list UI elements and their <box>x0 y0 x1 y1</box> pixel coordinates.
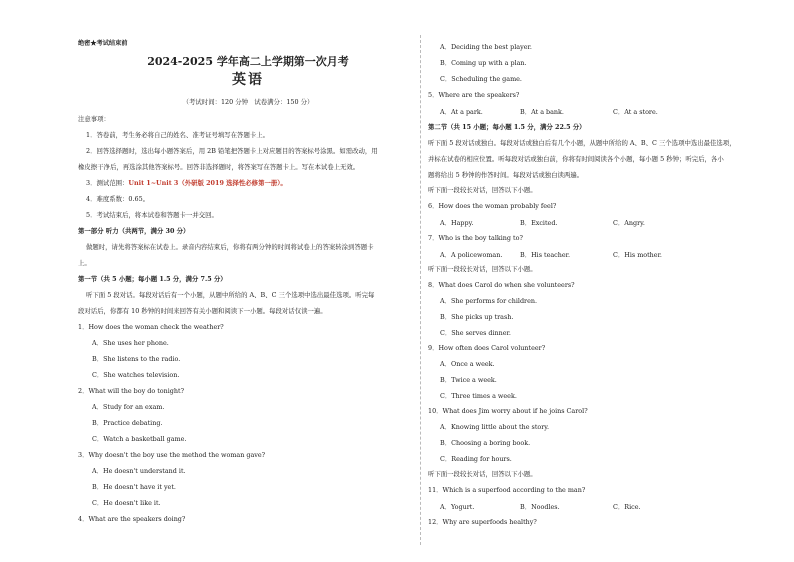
question-4: 4．What are the speakers doing? <box>78 515 186 523</box>
listen-instruction: 听下面一段较长对话，回答以下小题。 <box>428 470 537 478</box>
option[interactable]: C．Reading for hours. <box>440 455 512 463</box>
option[interactable]: A．A policewoman. <box>440 251 503 259</box>
confidential-label: 绝密★考试结束前 <box>78 40 128 47</box>
option[interactable]: B．Twice a week. <box>440 376 497 384</box>
question-12: 12．Why are superfoods healthy? <box>428 518 537 526</box>
part1-intro: 做题时，请先将答案标在试卷上。录音内容结束后，你将有两分钟的时间将试卷上的答案转涂到答题卡 <box>86 243 374 251</box>
option[interactable]: C．She watches television. <box>92 371 180 379</box>
option[interactable]: C．Rice. <box>613 503 641 511</box>
option[interactable]: A．She performs for children. <box>440 297 538 305</box>
option[interactable]: B．She listens to the radio. <box>92 355 181 363</box>
option[interactable]: C．Angry. <box>613 219 645 227</box>
section1-intro: 段对话后，你都有 10 秒钟的时间来回答有关小题和阅读下一小题。每段对话仅读一遍。 <box>78 307 327 315</box>
option[interactable]: B．Choosing a boring book. <box>440 439 531 447</box>
section2-heading: 第二节（共 15 小题；每小题 1.5 分，满分 22.5 分） <box>428 123 586 131</box>
notes-heading: 注意事项： <box>78 115 110 123</box>
question-11: 11．Which is a superfood according to the man? <box>428 486 586 494</box>
option[interactable]: A．He doesn't understand it. <box>92 467 186 475</box>
question-3: 3．Why doesn't the boy use the method the woman gave? <box>78 451 266 459</box>
note-item: 2．回答选择题时，选出每小题答案后，用 2B 铅笔把答题卡上对应题目的答案标号涂黑。如需改动，用 <box>86 147 378 155</box>
option[interactable]: B．At a bank. <box>520 108 564 116</box>
option[interactable]: A．Knowing little about the story. <box>440 423 550 431</box>
option[interactable]: C．Scheduling the game. <box>440 75 522 83</box>
column-divider <box>420 35 421 545</box>
scope-label: 3．测试范围： <box>86 179 129 187</box>
option[interactable]: B．Excited. <box>520 219 558 227</box>
option[interactable]: A．At a park. <box>440 108 483 116</box>
exam-title: 2024-2025 学年高二上学期第一次月考 <box>147 55 349 68</box>
note-item: 4．难度系数：0.65。 <box>86 195 150 203</box>
option[interactable]: C．Watch a basketball game. <box>92 435 187 443</box>
note-item: 5．考试结束后，将本试卷和答题卡一并交回。 <box>86 211 218 219</box>
question-2: 2．What will the boy do tonight? <box>78 387 185 395</box>
section1-heading: 第一节（共 5 小题；每小题 1.5 分，满分 7.5 分） <box>78 275 227 283</box>
option[interactable]: B．Noodles. <box>520 503 560 511</box>
option[interactable]: A．Happy. <box>440 219 474 227</box>
option[interactable]: C．His mother. <box>613 251 662 259</box>
option[interactable]: B．His teacher. <box>520 251 571 259</box>
option[interactable]: C．He doesn't like it. <box>92 499 161 507</box>
subject-title: 英语 <box>232 72 264 88</box>
section2-intro: 听下面 5 段对话或独白。每段对话或独白后有几个小题，从题中所给的 A、B、C 三个选项中选出最佳选项， <box>428 139 736 147</box>
question-10: 10．What does Jim worry about if he joins Carol? <box>428 407 588 415</box>
option[interactable]: B．She picks up trash. <box>440 313 514 321</box>
listen-instruction: 听下面一段较长对话，回答以下小题。 <box>428 186 537 194</box>
note-item: 1．答卷前，考生务必将自己的姓名、准考证号填写在答题卡上。 <box>86 131 270 139</box>
section1-intro: 听下面 5 段对话。每段对话后有一个小题，从题中所给的 A、B、C 三个选项中选出最佳选项。听完每 <box>86 291 375 299</box>
question-1: 1．How does the woman check the weather? <box>78 323 224 331</box>
option[interactable]: B．Coming up with a plan. <box>440 59 527 67</box>
listen-instruction: 听下面一段较长对话，回答以下小题。 <box>428 265 537 273</box>
option[interactable]: A．Study for an exam. <box>92 403 165 411</box>
option[interactable]: B．Practice debating. <box>92 419 163 427</box>
option[interactable]: C．She serves dinner. <box>440 329 511 337</box>
option[interactable]: C．Three times a week. <box>440 392 517 400</box>
question-9: 9．How often does Carol volunteer? <box>428 344 546 352</box>
option[interactable]: A．Deciding the best player. <box>440 43 532 51</box>
question-7: 7．Who is the boy talking to? <box>428 234 523 242</box>
note-item: 橡皮擦干净后，再选涂其他答案标号。回答非选择题时，将答案写在答题卡上。写在本试卷上无效。 <box>78 163 360 171</box>
option[interactable]: C．At a store. <box>613 108 658 116</box>
option[interactable]: A．Yogurt. <box>440 503 475 511</box>
part1-heading: 第一部分 听力（共两节，满分 30 分） <box>78 227 190 235</box>
question-8: 8．What does Carol do when she volunteers? <box>428 281 575 289</box>
exam-meta: （考试时间：120 分钟 试卷满分：150 分） <box>182 98 314 106</box>
section2-intro: 题将给出 5 秒钟的作答时间。每段对话或独白读两遍。 <box>428 171 584 179</box>
question-5: 5．Where are the speakers? <box>428 91 520 99</box>
note-item-scope <box>86 179 287 187</box>
option[interactable]: A．Once a week. <box>440 360 495 368</box>
section2-intro: 并标在试卷的相应位置。听每段对话或独白前，你将有时间阅读各个小题，每小题 5 秒钟；听完后，各小 <box>428 155 724 163</box>
scope-range: Unit 1~Unit 3（外研版 2019 选择性必修第一册）。 <box>128 179 287 187</box>
option[interactable]: B．He doesn't have it yet. <box>92 483 176 491</box>
option[interactable]: A．She uses her phone. <box>92 339 169 347</box>
part1-intro: 上。 <box>78 259 91 267</box>
question-6: 6．How does the woman probably feel? <box>428 202 557 210</box>
